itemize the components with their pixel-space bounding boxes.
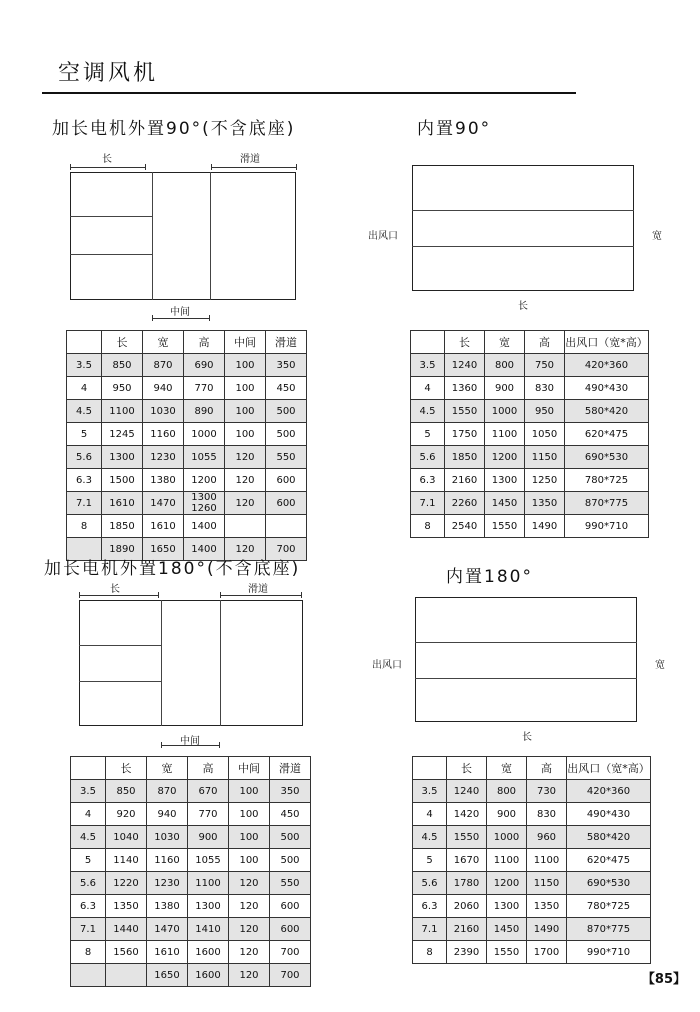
table-cell: 1500 [102,469,143,492]
table-cell: 1100 [527,849,567,872]
table-cell: 100 [229,803,270,826]
table-cell: 100 [229,826,270,849]
table-header-cell [67,331,102,354]
table-row [411,400,649,423]
table-row [67,400,307,423]
table-header-cell [413,757,447,780]
table-header-cell: 出风口（宽*高） [567,757,651,780]
divider-line [220,600,221,726]
table-cell: 870*775 [565,492,649,515]
table-cell: 830 [527,803,567,826]
table-cell: 2540 [445,515,485,538]
table-cell: 950 [525,400,565,423]
table-cell: 1780 [447,872,487,895]
table-cell: 900 [485,377,525,400]
divider-line [415,642,637,643]
table-cell: 1200 [487,872,527,895]
table-cell: 2390 [447,941,487,964]
table-cell: 1850 [445,446,485,469]
table-cell [106,964,147,987]
table-cell: 830 [525,377,565,400]
table-cell: 450 [266,377,307,400]
table-cell: 1350 [527,895,567,918]
middle-label: 中间 [170,307,190,318]
divider-line [210,172,211,300]
table-cell: 1750 [445,423,485,446]
table-cell: 1850 [102,515,143,538]
table-cell: 690*530 [565,446,649,469]
divider-line [70,254,152,255]
table-cell: 1300 [188,895,229,918]
table-row [413,872,651,895]
table-cell: 750 [525,354,565,377]
table-row-label: 7.1 [413,918,447,941]
table-row [71,895,311,918]
table-cell: 770 [188,803,229,826]
table-row-label: 5 [413,849,447,872]
table-cell: 120 [229,964,270,987]
table-row-label: 3.5 [413,780,447,803]
table-cell: 1410 [188,918,229,941]
table-cell: 1450 [487,918,527,941]
table-cell: 1030 [143,400,184,423]
unit-outline [79,600,303,726]
unit-outline [70,172,296,300]
spec-table-external-90 [66,330,307,561]
rail-dimension [220,595,302,596]
table-cell: 940 [143,377,184,400]
table-row [71,918,311,941]
table-cell: 850 [102,354,143,377]
table-header-cell: 中间 [229,757,270,780]
spec-table-external-180 [70,756,311,987]
table-header-cell: 长 [102,331,143,354]
table-cell: 1100 [487,849,527,872]
section-title-external-180: 加长电机外置180°(不含底座) [44,559,301,579]
table-cell: 1230 [147,872,188,895]
table-cell: 1245 [102,423,143,446]
table-cell: 800 [485,354,525,377]
table-cell: 1000 [485,400,525,423]
table-cell: 100 [229,849,270,872]
table-row [413,803,651,826]
table-row [67,354,307,377]
table-cell: 1055 [184,446,225,469]
title-rule [42,92,576,94]
table-cell: 900 [188,826,229,849]
table-cell: 1100 [485,423,525,446]
table-cell: 1140 [106,849,147,872]
table-row [411,354,649,377]
table-cell: 1550 [487,941,527,964]
table-row-label: 4.5 [413,826,447,849]
divider-line [415,678,637,679]
table-cell: 920 [106,803,147,826]
table-cell: 800 [487,780,527,803]
table-row-label: 7.1 [67,492,102,515]
table-cell: 120 [229,941,270,964]
table-row-label: 4 [413,803,447,826]
divider-line [70,216,152,217]
middle-label: 中间 [180,736,200,747]
table-row [413,941,651,964]
table-cell: 1450 [485,492,525,515]
unit-outline [412,165,634,291]
table-row-label: 8 [411,515,445,538]
table-cell: 1490 [527,918,567,941]
table-cell: 700 [266,538,307,561]
table-header-cell [411,331,445,354]
table-cell: 870 [143,354,184,377]
table-cell: 620*475 [565,423,649,446]
table-cell: 1160 [147,849,188,872]
table-cell: 870 [147,780,188,803]
width-label: 宽 [652,231,662,242]
table-row [71,803,311,826]
table-row [67,469,307,492]
table-cell: 550 [270,872,311,895]
table-row-label: 3.5 [71,780,106,803]
table-row-label: 5.6 [67,446,102,469]
table-cell: 1040 [106,826,147,849]
table-row-label: 3.5 [67,354,102,377]
table-cell: 1380 [143,469,184,492]
table-cell: 1550 [485,515,525,538]
table-cell: 600 [266,492,307,515]
table-row [71,964,311,987]
table-cell: 600 [270,895,311,918]
page-title: 空调风机 [58,61,159,86]
table-row [411,446,649,469]
table-cell: 500 [270,849,311,872]
table-header-cell [71,757,106,780]
table-cell: 2060 [447,895,487,918]
table-cell: 890 [184,400,225,423]
table-cell: 1230 [143,446,184,469]
unit-outline [415,597,637,722]
table-header-cell: 宽 [147,757,188,780]
table-cell: 100 [225,377,266,400]
table-cell: 120 [229,872,270,895]
table-cell: 350 [266,354,307,377]
table-cell: 1350 [525,492,565,515]
table-cell: 500 [270,826,311,849]
table-header-cell: 宽 [487,757,527,780]
table-row [71,780,311,803]
table-cell: 500 [266,423,307,446]
table-header-cell: 长 [106,757,147,780]
table-cell: 1400 [184,515,225,538]
table-cell: 1700 [527,941,567,964]
table-row [413,918,651,941]
middle-dimension [161,745,220,746]
table-cell: 1560 [106,941,147,964]
table-cell: 1650 [143,538,184,561]
table-cell: 600 [270,918,311,941]
table-row-label [71,964,106,987]
table-cell: 1050 [525,423,565,446]
table-row-label: 7.1 [71,918,106,941]
table-cell: 450 [270,803,311,826]
table-cell: 1240 [447,780,487,803]
table-header-row [413,757,651,780]
rail-dimension [211,167,297,168]
table-row [71,941,311,964]
table-header-cell: 长 [445,331,485,354]
table-cell: 100 [229,780,270,803]
table-row-label: 6.3 [413,895,447,918]
table-header-cell: 宽 [485,331,525,354]
table-cell: 1420 [447,803,487,826]
length-dimension [70,167,146,168]
table-cell: 120 [225,446,266,469]
table-cell: 2160 [447,918,487,941]
table-header-row [411,331,649,354]
table-cell: 1150 [527,872,567,895]
table-cell: 1200 [485,446,525,469]
rail-label: 滑道 [240,154,260,165]
table-cell: 580*420 [567,826,651,849]
table-cell: 490*430 [565,377,649,400]
table-row [67,492,307,515]
table-cell: 770 [184,377,225,400]
width-label: 宽 [655,660,665,671]
table-cell: 1200 [184,469,225,492]
length-label: 长 [102,154,112,165]
table-cell: 420*360 [565,354,649,377]
table-cell: 1300 [102,446,143,469]
section-title-internal-90: 内置90° [417,119,492,139]
table-cell: 600 [266,469,307,492]
table-cell: 1600 [188,941,229,964]
table-cell: 580*420 [565,400,649,423]
table-header-row [71,757,311,780]
table-row-label: 8 [67,515,102,538]
table-row [413,895,651,918]
table-row-label: 5 [411,423,445,446]
table-cell: 1610 [147,941,188,964]
table-cell: 550 [266,446,307,469]
table-cell: 690 [184,354,225,377]
table-cell: 100 [225,354,266,377]
table-cell: 120 [225,469,266,492]
table-row-label: 8 [413,941,447,964]
table-cell: 1100 [188,872,229,895]
table-cell: 960 [527,826,567,849]
table-row [67,515,307,538]
table-cell: 900 [487,803,527,826]
table-cell: 120 [229,895,270,918]
table-row [411,492,649,515]
table-row [71,872,311,895]
table-cell: 1300 1260 [184,492,225,515]
table-cell [266,515,307,538]
table-row [411,377,649,400]
table-cell: 100 [225,400,266,423]
section-title-external-90: 加长电机外置90°(不含底座) [52,119,296,139]
table-cell: 1550 [445,400,485,423]
table-row-label: 4 [411,377,445,400]
table-cell: 1100 [102,400,143,423]
table-cell: 690*530 [567,872,651,895]
table-row [413,780,651,803]
table-cell: 1670 [447,849,487,872]
table-row [411,515,649,538]
outlet-label: 出风口 [368,231,398,242]
divider-line [79,645,161,646]
table-row-label: 5 [71,849,106,872]
table-cell: 1470 [143,492,184,515]
table-cell: 1890 [102,538,143,561]
table-row [67,377,307,400]
table-header-cell: 高 [527,757,567,780]
table-cell: 500 [266,400,307,423]
table-cell: 950 [102,377,143,400]
table-cell: 120 [225,538,266,561]
table-cell: 1160 [143,423,184,446]
table-header-cell: 滑道 [266,331,307,354]
table-cell: 990*710 [565,515,649,538]
table-cell: 1650 [147,964,188,987]
table-row-label: 6.3 [71,895,106,918]
table-cell: 850 [106,780,147,803]
outlet-label: 出风口 [372,660,402,671]
table-row [411,423,649,446]
table-row-label: 4.5 [67,400,102,423]
table-row-label: 4.5 [411,400,445,423]
table-cell: 700 [270,941,311,964]
length-label: 长 [518,301,528,312]
table-row-label: 4 [67,377,102,400]
table-cell: 120 [225,492,266,515]
table-cell: 1400 [184,538,225,561]
table-cell: 730 [527,780,567,803]
table-row [67,446,307,469]
table-cell: 1550 [447,826,487,849]
table-cell: 1000 [184,423,225,446]
table-cell: 1440 [106,918,147,941]
table-cell: 2160 [445,469,485,492]
divider-line [412,210,634,211]
table-row-label: 3.5 [411,354,445,377]
table-cell: 1350 [106,895,147,918]
table-row-label: 4 [71,803,106,826]
table-header-row [67,331,307,354]
table-header-cell: 滑道 [270,757,311,780]
length-label: 长 [522,732,532,743]
table-cell: 1360 [445,377,485,400]
table-header-cell: 长 [447,757,487,780]
table-cell: 420*360 [567,780,651,803]
table-cell: 1000 [487,826,527,849]
table-cell: 490*430 [567,803,651,826]
table-row-label: 4.5 [71,826,106,849]
table-cell: 1300 [485,469,525,492]
table-cell: 780*725 [567,895,651,918]
table-row-label: 7.1 [411,492,445,515]
table-cell: 1030 [147,826,188,849]
table-cell: 350 [270,780,311,803]
table-cell: 1250 [525,469,565,492]
divider-line [412,246,634,247]
rail-label: 滑道 [248,584,268,595]
table-row [413,826,651,849]
table-cell: 700 [270,964,311,987]
length-dimension [79,595,159,596]
table-cell: 620*475 [567,849,651,872]
table-row [71,826,311,849]
table-row [413,849,651,872]
table-cell: 1470 [147,918,188,941]
spec-table-internal-180 [412,756,651,964]
table-row-label: 5.6 [71,872,106,895]
table-row [71,849,311,872]
table-row [411,469,649,492]
table-cell: 120 [229,918,270,941]
table-cell: 1600 [188,964,229,987]
section-title-internal-180: 内置180° [446,567,533,587]
table-row-label: 6.3 [411,469,445,492]
table-cell: 1300 [487,895,527,918]
table-cell: 1240 [445,354,485,377]
table-cell: 2260 [445,492,485,515]
page-number: 【85】 [641,972,686,987]
divider-line [79,681,161,682]
middle-dimension [152,318,210,319]
table-cell: 990*710 [567,941,651,964]
table-cell [225,515,266,538]
table-row-label: 6.3 [67,469,102,492]
table-header-cell: 宽 [143,331,184,354]
table-cell: 1220 [106,872,147,895]
table-row-label: 5.6 [413,872,447,895]
table-cell: 1150 [525,446,565,469]
table-cell: 1610 [102,492,143,515]
table-cell: 780*725 [565,469,649,492]
table-row-label: 8 [71,941,106,964]
table-row-label: 5.6 [411,446,445,469]
table-cell: 1610 [143,515,184,538]
table-cell: 670 [188,780,229,803]
table-header-cell: 高 [188,757,229,780]
divider-line [161,600,162,726]
table-cell: 1490 [525,515,565,538]
table-cell: 100 [225,423,266,446]
table-header-cell: 中间 [225,331,266,354]
length-label: 长 [110,584,120,595]
table-cell: 1055 [188,849,229,872]
table-header-cell: 高 [184,331,225,354]
table-cell: 870*775 [567,918,651,941]
table-header-cell: 高 [525,331,565,354]
table-row [67,423,307,446]
table-row-label: 5 [67,423,102,446]
table-header-cell: 出风口（宽*高） [565,331,649,354]
spec-table-internal-90 [410,330,649,538]
table-cell: 940 [147,803,188,826]
divider-line [152,172,153,300]
table-cell: 1380 [147,895,188,918]
